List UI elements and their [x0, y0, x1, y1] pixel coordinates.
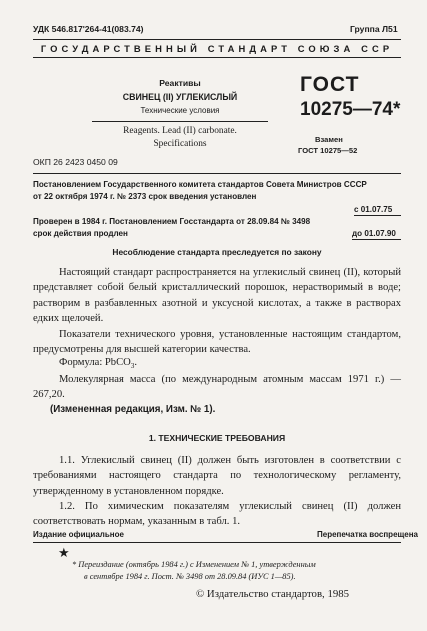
replaces-value: ГОСТ 10275—52: [298, 146, 358, 155]
amended-note: (Измененная редакция, Изм. № 1).: [50, 404, 216, 415]
replaces-label: Взамен: [315, 135, 343, 144]
title-divider: [92, 121, 268, 122]
paragraph-quality: Показатели технического уровня, установленные настоящим стандартом, предусмотрены для высшей категории качества.: [33, 329, 401, 356]
group-code: Группа Л51: [350, 24, 398, 34]
star-mark: ★: [58, 545, 70, 560]
decree-line4: срок действия продлен: [33, 229, 128, 238]
reprint-prohibited: Перепечатка воспрещена: [317, 530, 418, 539]
gost-label: ГОСТ: [300, 73, 360, 96]
law-warning: Несоблюдение стандарта преследуется по закону: [112, 247, 322, 257]
copyright: © Издательство стандартов, 1985: [196, 588, 350, 600]
official-edition: Издание официальное: [33, 530, 124, 539]
formula-end: .: [134, 357, 137, 368]
paragraph-1-1: 1.1. Углекислый свинец (II) должен быть изготовлен в соответствии с требованиями настоящего стандарта по технологическому регламенту, утвержденному в установленном порядке.: [33, 455, 401, 497]
okp-code: ОКП 26 2423 0450 09: [33, 157, 118, 167]
date2-underline: [352, 239, 401, 240]
title-en-line2: Specifications: [153, 139, 207, 149]
decree-line3: Проверен в 1984 г. Постановлением Госстандарта от 28.09.84 № 3498: [33, 217, 311, 226]
standard-name: ГОСУДАРСТВЕННЫЙ СТАНДАРТ СОЮЗА ССР: [40, 43, 394, 54]
paragraph-scope: Настоящий стандарт распространяется на углекислый свинец (II), который представляет собой белый кристаллический порошок, нерастворимый в воде; растворим в разбавленных азотной и уксусной кислотах, а также в растворах едких щелочей.: [33, 267, 401, 325]
title-en-line1: Reagents. Lead (II) carbonate.: [123, 126, 237, 136]
decree-line1: Постановлением Государственного комитета стандартов Совета Министров СССР: [33, 180, 367, 189]
decree-line2: от 22 октября 1974 г. № 2373 срок введения установлен: [33, 192, 257, 201]
decree-date2: до 01.07.90: [352, 229, 396, 238]
title-ru: СВИНЕЦ (II) УГЛЕКИСЛЫЙ: [122, 92, 238, 102]
header-rule-bottom: [33, 57, 401, 58]
reissue-note-line1: * Переиздание (октябрь 1984 г.) с Изменением № 1, утвержденным: [72, 560, 316, 569]
date1-underline: [354, 215, 401, 216]
paragraph-1-2: 1.2. По химическим показателям углекислый свинец (II) должен соответствовать нормам, указанным в табл. 1.: [33, 501, 401, 528]
header-rule-top: [33, 39, 401, 40]
udk-code: УДК 546.817'264-41(083.74): [33, 24, 144, 34]
paragraph-molar-mass: Молекулярная масса (по международным атомным массам 1971 г.) — 267,20.: [33, 374, 401, 401]
formula: [59, 357, 137, 370]
formula-label: Формула: PbCO: [59, 357, 131, 368]
gost-number: 10275—74*: [300, 99, 401, 120]
formula-subscript: 3: [130, 362, 135, 371]
category-ru: Реактивы: [159, 78, 201, 88]
section-title: 1. ТЕХНИЧЕСКИЕ ТРЕБОВАНИЯ: [148, 433, 286, 443]
reissue-note-line2: в сентябре 1984 г. Пост. № 3498 от 28.09.84 (ИУС 1—85).: [84, 572, 296, 581]
footer-rule: [33, 542, 401, 543]
decree-date1: с 01.07.75: [354, 205, 393, 214]
subtitle-ru: Технические условия: [140, 106, 220, 115]
okp-rule: [33, 173, 401, 174]
